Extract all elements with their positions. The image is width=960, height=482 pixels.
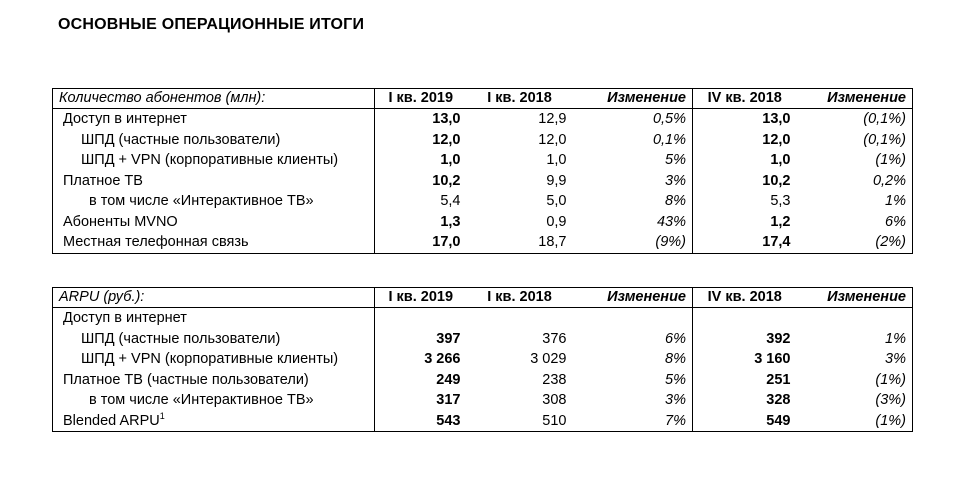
row-label-text: Blended ARPU: [63, 412, 160, 429]
cell-q1-2018: 18,7: [467, 232, 573, 253]
row-label: Платное ТВ (частные пользователи): [53, 370, 375, 391]
cell-q1-2019: 3 266: [424, 351, 461, 367]
row-label: Платное ТВ: [53, 171, 375, 192]
row-label: ШПД + VPN (корпоративные клиенты): [53, 150, 375, 171]
row-label: в том числе «Интерактивное ТВ»: [53, 390, 375, 411]
cell-change-qoq: (1%): [797, 411, 913, 432]
cell-change-yoy: 8%: [573, 191, 693, 212]
cell-change-yoy: 3%: [573, 171, 693, 192]
cell-change-yoy: 5%: [573, 150, 693, 171]
cell-change-yoy: 0,5%: [573, 109, 693, 130]
cell-q1-2018: 9,9: [546, 172, 567, 189]
col-change-qoq: Изменение: [797, 89, 913, 109]
cell-q1-2019: 10,2: [432, 172, 461, 189]
table-row: [53, 349, 913, 370]
cell-q1-2018: 1,0: [546, 152, 567, 168]
cell-q1-2019: 5,4: [440, 193, 461, 209]
table-header-row: [53, 89, 913, 109]
col-q1-2018: I кв. 2018: [467, 89, 573, 109]
table-row: [53, 150, 913, 171]
row-label: ШПД + VPN (корпоративные клиенты): [53, 349, 375, 370]
cell-q4-2018: 12,0: [762, 131, 791, 148]
cell-q1-2018: 3 029: [530, 351, 567, 367]
table-row: [53, 130, 913, 151]
cell-q4-2018: 392: [766, 330, 791, 347]
col-change-yoy: Изменение: [573, 288, 693, 308]
cell-q1-2018: 376: [542, 330, 567, 347]
cell-change-yoy: [573, 308, 693, 329]
table-title: ARPU (руб.):: [53, 288, 375, 308]
cell-q1-2019: 397: [436, 330, 461, 347]
cell-q4-2018: 3 160: [754, 351, 791, 367]
cell-q1-2018: 308: [542, 392, 567, 408]
cell-change-yoy: 5%: [573, 370, 693, 391]
table-row: [53, 232, 913, 253]
col-q4-2018: IV кв. 2018: [693, 288, 797, 308]
cell-change-yoy: 3%: [573, 390, 693, 411]
cell-q1-2019: 317: [436, 392, 461, 408]
cell-change-yoy: 6%: [573, 329, 693, 350]
col-q1-2019: I кв. 2019: [375, 288, 467, 308]
cell-change-qoq: 3%: [797, 349, 913, 370]
cell-change-qoq: 1%: [797, 329, 913, 350]
cell-q1-2019: 13,0: [432, 111, 461, 127]
cell-q1-2018: 12,9: [538, 111, 567, 127]
footnote-marker: 1: [159, 410, 165, 421]
table-row: [53, 191, 913, 212]
cell-q1-2019: 249: [436, 371, 461, 388]
cell-q4-2018: 1,0: [770, 152, 791, 168]
cell-change-yoy: 43%: [573, 212, 693, 233]
cell-change-qoq: (0,1%): [797, 109, 913, 130]
cell-q1-2019: 12,0: [432, 131, 461, 148]
table-row: [53, 329, 913, 350]
cell-q1-2018: 12,0: [538, 131, 567, 148]
arpu-table: [52, 287, 913, 432]
subscribers-table: [52, 88, 913, 254]
cell-q4-2018: 549: [693, 411, 797, 432]
row-label: ШПД (частные пользователи): [53, 130, 375, 151]
col-q1-2019: I кв. 2019: [375, 89, 467, 109]
table-row: [53, 109, 913, 130]
cell-change-qoq: (1%): [797, 370, 913, 391]
table-row: [53, 212, 913, 233]
cell-q4-2018: 10,2: [762, 172, 791, 189]
cell-q1-2019: 1,0: [440, 152, 461, 168]
cell-change-qoq: (3%): [797, 390, 913, 411]
cell-change-qoq: (1%): [797, 150, 913, 171]
cell-change-yoy: (9%): [573, 232, 693, 253]
cell-change-qoq: 1%: [797, 191, 913, 212]
cell-q4-2018: 5,3: [770, 193, 791, 209]
cell-q1-2019: [375, 308, 467, 329]
col-change-yoy: Изменение: [573, 89, 693, 109]
cell-q1-2018: 0,9: [546, 213, 567, 230]
cell-change-qoq: 6%: [797, 212, 913, 233]
cell-q4-2018: 251: [766, 371, 791, 388]
cell-q4-2018: 1,2: [770, 213, 791, 230]
cell-change-qoq: [797, 308, 913, 329]
cell-q1-2018: 510: [467, 411, 573, 432]
cell-q4-2018: 17,4: [693, 232, 797, 253]
cell-change-qoq: (2%): [797, 232, 913, 253]
row-label: Доступ в интернет: [53, 109, 375, 130]
row-label: Доступ в интернет: [53, 308, 375, 329]
table-header-row: [53, 288, 913, 308]
cell-q1-2019: 17,0: [375, 232, 467, 253]
cell-q1-2019: 543: [375, 411, 467, 432]
col-q1-2018: I кв. 2018: [467, 288, 573, 308]
row-label: в том числе «Интерактивное ТВ»: [53, 191, 375, 212]
col-q4-2018: IV кв. 2018: [693, 89, 797, 109]
table-row: [53, 411, 913, 432]
row-label: ШПД (частные пользователи): [53, 329, 375, 350]
cell-q4-2018: 13,0: [762, 111, 791, 127]
col-change-qoq: Изменение: [797, 288, 913, 308]
cell-change-qoq: (0,1%): [797, 130, 913, 151]
cell-q4-2018: [693, 308, 797, 329]
table-row: [53, 171, 913, 192]
table-row: [53, 390, 913, 411]
row-label: [53, 411, 375, 432]
cell-q4-2018: 328: [766, 392, 791, 408]
cell-change-yoy: 8%: [573, 349, 693, 370]
cell-q1-2018: [467, 308, 573, 329]
cell-change-yoy: 0,1%: [573, 130, 693, 151]
row-label: Абоненты MVNO: [53, 212, 375, 233]
table-row: [53, 308, 913, 329]
page-title: ОСНОВНЫЕ ОПЕРАЦИОННЫЕ ИТОГИ: [58, 16, 365, 33]
cell-q1-2019: 1,3: [440, 213, 461, 230]
table-row: [53, 370, 913, 391]
cell-q1-2018: 5,0: [546, 193, 567, 209]
cell-change-qoq: 0,2%: [797, 171, 913, 192]
row-label: Местная телефонная связь: [53, 232, 375, 253]
table-title: Количество абонентов (млн):: [53, 89, 375, 109]
cell-change-yoy: 7%: [573, 411, 693, 432]
cell-q1-2018: 238: [542, 371, 567, 388]
